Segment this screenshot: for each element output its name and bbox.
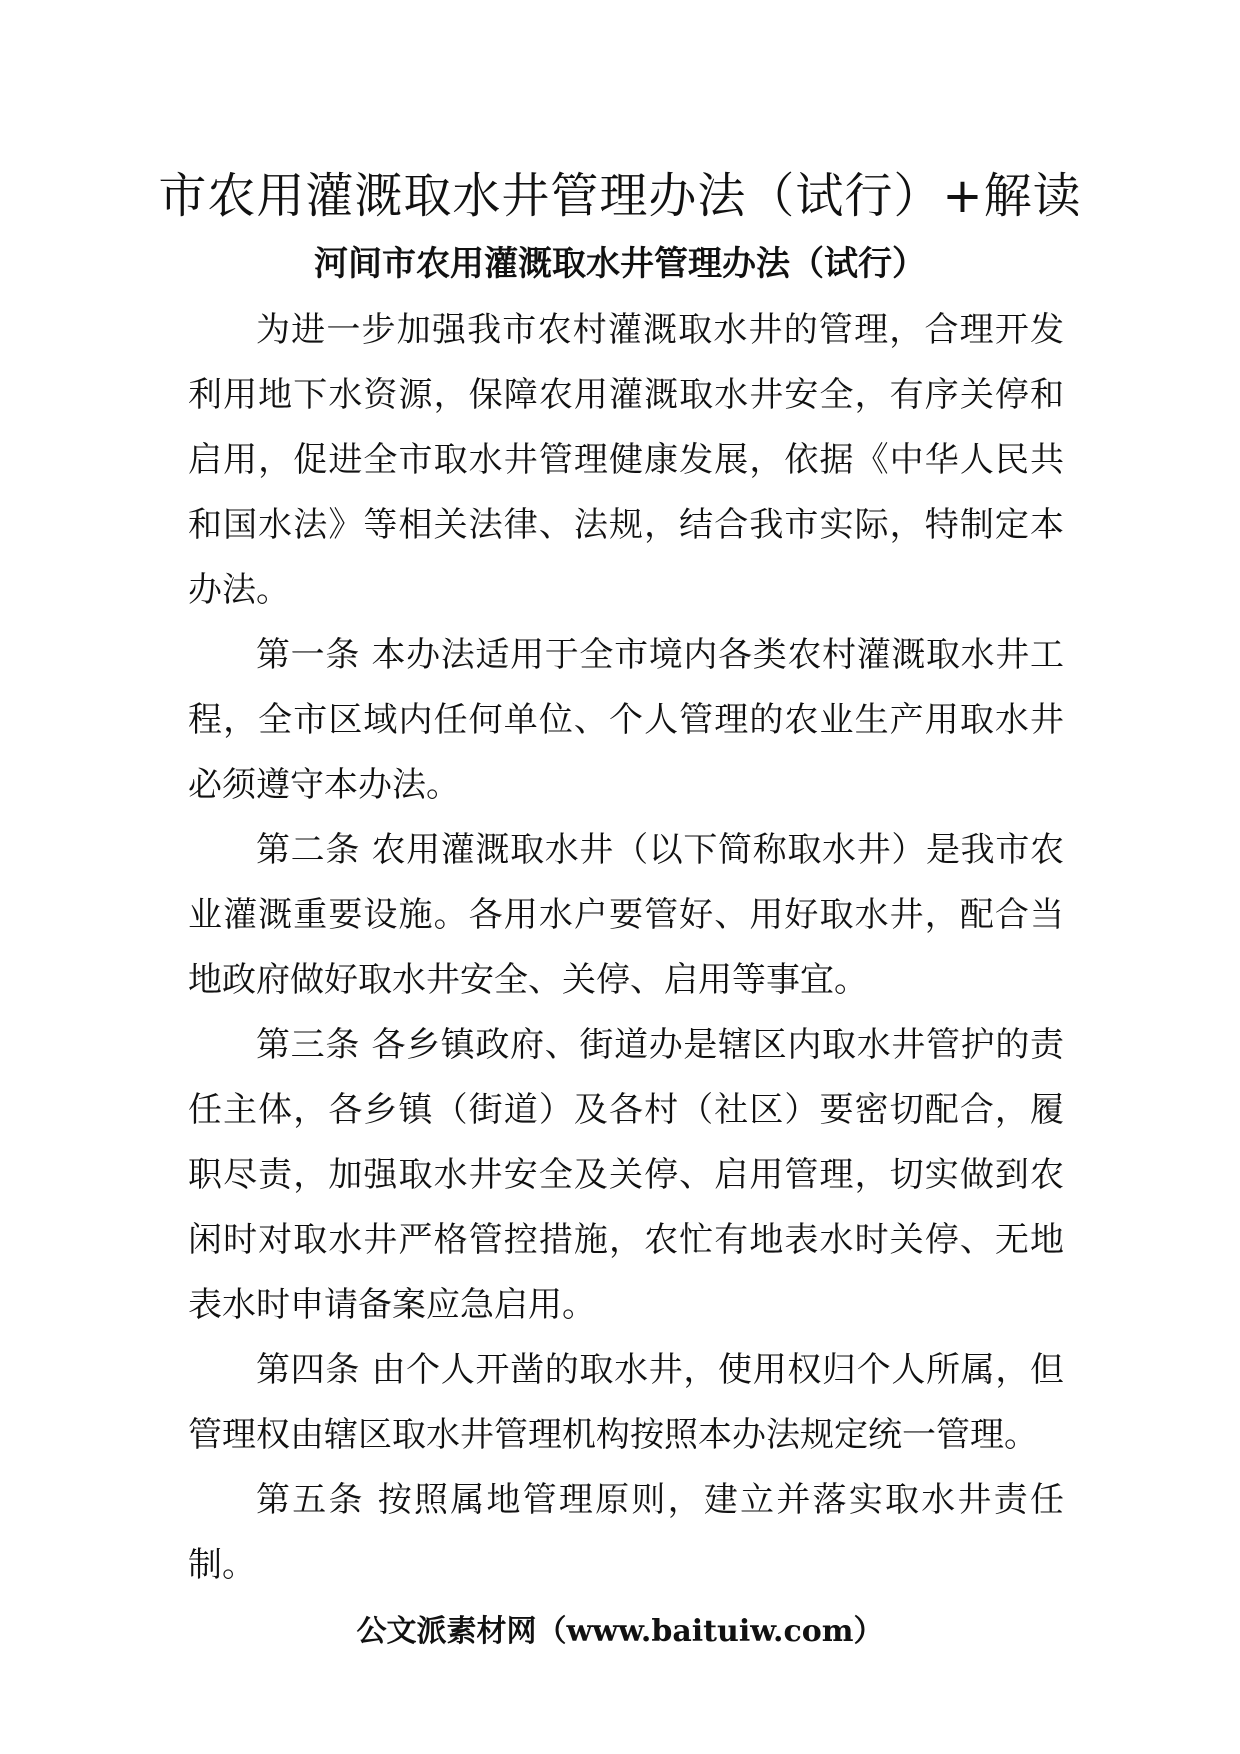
paragraph-article-1: 第一条 本办法适用于全市境内各类农村灌溉取水井工程，全市区域内任何单位、个人管理的农业生产用取水井必须遵守本办法。 [188, 635, 1064, 805]
document-body [188, 298, 1064, 1598]
document-subtitle: 河间市农用灌溉取水井管理办法（试行） [314, 244, 926, 284]
document-title: 市农用灌溉取水井管理办法（试行）+解读 [158, 168, 1082, 224]
paragraph-preamble: 为进一步加强我市农村灌溉取水井的管理，合理开发利用地下水资源，保障农用灌溉取水井安全，有序关停和启用，促进全市取水井管理健康发展，依据《中华人民共和国水法》等相关法律、法规，结合我市实际，特制定本办法。 [188, 310, 1064, 610]
paragraph-article-4: 第四条 由个人开凿的取水井，使用权归个人所属，但管理权由辖区取水井管理机构按照本办法规定统一管理。 [188, 1350, 1064, 1455]
paragraph-article-5: 第五条 按照属地管理原则，建立并落实取水井责任制。 [188, 1480, 1064, 1585]
footer-watermark: 公文派素材网（www.baituiw.com） [356, 1614, 884, 1649]
paragraph-article-2: 第二条 农用灌溉取水井（以下简称取水井）是我市农业灌溉重要设施。各用水户要管好、用好取水井，配合当地政府做好取水井安全、关停、启用等事宜。 [188, 830, 1064, 1000]
paragraph-article-3: 第三条 各乡镇政府、街道办是辖区内取水井管护的责任主体，各乡镇（街道）及各村（社区）要密切配合，履职尽责，加强取水井安全及关停、启用管理，切实做到农闲时对取水井严格管控措施，农忙有地表水时关停、无地表水时申请备案应急启用。 [188, 1025, 1064, 1325]
